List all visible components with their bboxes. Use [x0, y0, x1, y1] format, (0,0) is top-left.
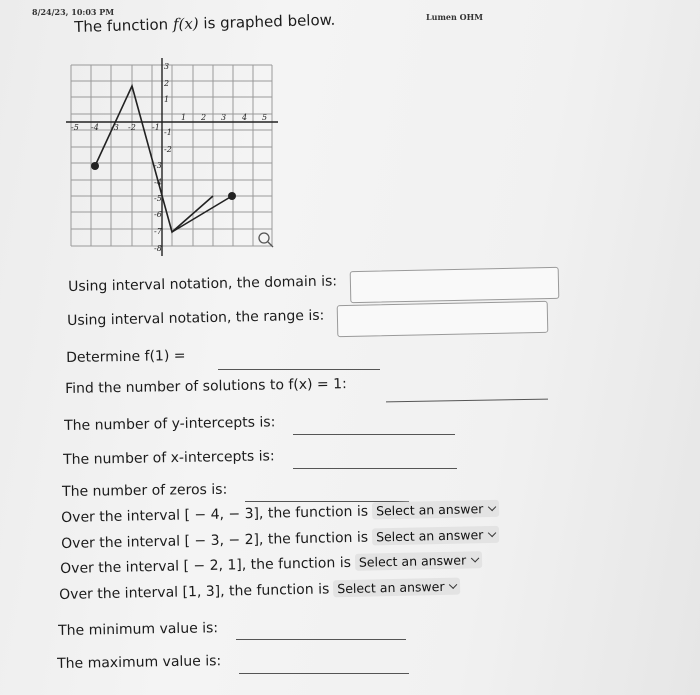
interval-row-3	[60, 551, 482, 577]
x-intercepts-answer-line[interactable]	[293, 468, 457, 469]
minimum-label: The minimum value is:	[58, 620, 219, 639]
function-graph	[66, 56, 281, 261]
solutions-answer-line[interactable]	[386, 399, 548, 403]
chevron-down-icon	[471, 554, 479, 562]
x-tick-label: -3	[111, 123, 119, 132]
y-tick-label: -7	[154, 227, 162, 236]
x-tick-label: -4	[91, 123, 99, 132]
interval-4-label: Over the interval [1, 3], the function is	[59, 581, 330, 603]
y-tick-label: -3	[154, 161, 162, 170]
x-intercepts-label: The number of x-intercepts is:	[63, 448, 275, 468]
range-label: Using interval notation, the range is:	[67, 307, 325, 329]
timestamp: 8/24/23, 10:03 PM	[32, 7, 115, 17]
f1-label: Determine f(1) =	[66, 347, 186, 366]
function-curve-segment	[172, 196, 232, 232]
magnify-icon[interactable]	[259, 233, 273, 247]
grid	[71, 65, 272, 246]
interval-2-label: Over the interval [ − 3, − 2], the function is	[61, 529, 369, 552]
x-tick-label: -2	[128, 123, 136, 132]
minimum-answer-line[interactable]	[236, 639, 406, 640]
title-tail: is graphed below.	[198, 10, 336, 33]
y-intercepts-label: The number of y-intercepts is:	[64, 414, 276, 434]
title-function: f(x)	[172, 14, 199, 34]
maximum-label: The maximum value is:	[57, 653, 222, 672]
zeros-label: The number of zeros is:	[62, 481, 228, 500]
interval-3-select[interactable]	[355, 551, 483, 571]
x-tick-label: 3	[221, 113, 227, 122]
y-tick-label: -6	[154, 210, 162, 219]
x-tick-label: 5	[262, 113, 268, 122]
y-tick-label: 1	[164, 95, 170, 104]
interval-row-2	[61, 526, 499, 552]
domain-input[interactable]	[350, 267, 560, 303]
chevron-down-icon	[488, 529, 496, 537]
y-tick-label: -5	[154, 194, 162, 203]
y-tick-label: -8	[154, 244, 162, 253]
x-tick-label: -5	[71, 123, 79, 132]
solutions-label: Find the number of solutions to f(x) = 1:	[65, 376, 347, 397]
interval-1-select-text: Select an answer	[375, 501, 484, 519]
interval-1-label: Over the interval [ − 4, − 3], the function is	[61, 503, 369, 526]
chevron-down-icon	[449, 580, 457, 588]
x-tick-label: 1	[181, 113, 187, 122]
interval-3-label: Over the interval [ − 2, 1], the function is	[60, 554, 352, 577]
y-tick-label: -2	[164, 145, 172, 154]
x-tick-label: 2	[201, 113, 207, 122]
x-tick-label: -1	[152, 123, 160, 132]
y-tick-label: 3	[164, 62, 170, 71]
chevron-down-icon	[488, 503, 496, 511]
interval-4-select-text: Select an answer	[337, 578, 445, 597]
y-tick-label: -1	[164, 128, 172, 137]
interval-4-select[interactable]	[333, 578, 461, 598]
x-tick-label: 4	[242, 113, 248, 122]
range-input[interactable]	[337, 301, 549, 337]
interval-row-1	[61, 500, 499, 526]
interval-3-select-text: Select an answer	[358, 552, 467, 570]
closed-endpoint-left	[91, 162, 99, 170]
y-tick-label: 2	[164, 79, 170, 88]
interval-2-select-text: Select an answer	[375, 527, 484, 545]
domain-label: Using interval notation, the domain is:	[68, 273, 338, 295]
interval-row-4	[59, 578, 461, 603]
f1-answer-line[interactable]	[218, 369, 380, 370]
title-text: The function	[74, 15, 174, 36]
interval-1-select[interactable]	[372, 500, 500, 520]
y-tick-label: -4	[154, 178, 162, 187]
maximum-answer-line[interactable]	[239, 673, 409, 674]
brand-label: Lumen OHM	[426, 12, 483, 22]
interval-2-select[interactable]	[372, 526, 500, 546]
y-intercepts-answer-line[interactable]	[293, 434, 455, 435]
